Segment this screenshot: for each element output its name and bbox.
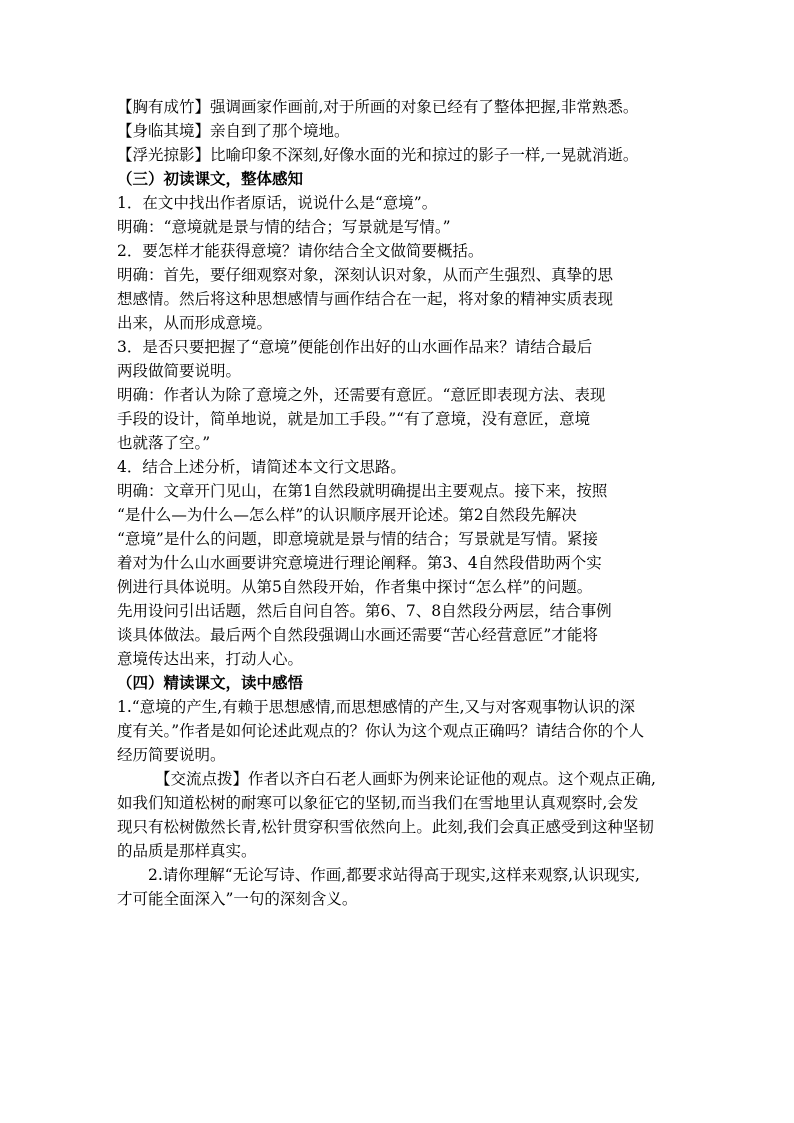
question-5-line-1: 1.“意境的产生,有赖于思想感情,而思想感情的产生,又与对客观事物认识的深 [117,698,635,716]
answer-3-line-3: 也就落了空。” [117,434,211,452]
hint-line-2: 如我们知道松树的耐寒可以象征它的坚韧,而当我们在雪地里认真观察时,会发 [117,794,639,812]
answer-4-line-1: 明确：文章开门见山，在第1自然段就明确提出主要观点。接下来，按照 [117,482,608,500]
question-2: 2．要怎样才能获得意境？请你结合全文做简要概括。 [117,242,484,260]
vocab-fuguanglueying: 【浮光掠影】比喻印象不深刻,好像水面的光和掠过的影子一样,一晃就消逝。 [117,146,639,164]
answer-2-line-2: 想感情。然后将这种思想感情与画作结合在一起，将对象的精神实质表现 [117,290,614,308]
question-6-line-2: 才可能全面深入”一句的深刻含义。 [117,890,358,908]
question-3-line-1: 3．是否只要把握了“意境”便能创作出好的山水画作品来？请结合最后 [117,338,593,356]
question-5-line-3: 经历简要说明。 [117,746,226,764]
answer-4-line-4: 着对为什么山水画要讲究意境进行理论阐释。第3、4自然段借助两个实 [117,554,602,572]
answer-4-line-7: 谈具体做法。最后两个自然段强调山水画还需要“苦心经营意匠”才能将 [117,626,598,644]
answer-2-line-1: 明确：首先，要仔细观察对象，深刻认识对象，从而产生强烈、真挚的思 [117,266,614,284]
answer-1: 明确：“意境就是景与情的结合；写景就是写情。” [117,218,451,236]
hint-line-3: 现只有松树傲然长青,松针贯穿积雪依然向上。此刻,我们会真正感受到这种坚韧 [117,818,654,836]
answer-4-line-5: 例进行具体说明。从第5自然段开始，作者集中探讨“怎么样”的问题。 [117,578,593,596]
question-6-line-1: 2.请你理解“无论写诗、作画,都要求站得高于现实,这样来观察,认识现实, [148,866,640,884]
question-3-line-2: 两段做简要说明。 [117,362,242,380]
section-heading-3: （三）初读课文，整体感知 [117,169,304,188]
question-1: 1．在文中找出作者原话，说说什么是“意境”。 [117,194,438,212]
answer-4-line-8: 意境传达出来，打动人心。 [117,650,304,668]
answer-4-line-3: “意境”是什么的问题，即意境就是景与情的结合；写景就是写情。紧接 [117,530,598,548]
section-heading-4: （四）精读课文，读中感悟 [117,673,304,692]
document-body [117,95,683,911]
answer-3-line-1: 明确：作者认为除了意境之外，还需要有意匠。“意匠即表现方法、表现 [117,386,606,404]
answer-4-line-2: “是什么—为什么—怎么样”的认识顺序展开论述。第2自然段先解决 [117,506,577,524]
hint-line-1: 【交流点拨】作者以齐白石老人画虾为例来论证他的观点。这个观点正确, [155,770,656,788]
hint-line-4: 的品质是那样真实。 [117,842,257,860]
answer-2-line-3: 出来，从而形成意境。 [117,314,273,332]
answer-3-line-2: 手段的设计，简单地说，就是加工手段。”“有了意境，没有意匠，意境 [117,410,591,428]
question-4: 4．结合上述分析，请简述本文行文思路。 [117,458,406,476]
question-5-line-2: 度有关。”作者是如何论述此观点的？你认为这个观点正确吗？请结合你的个人 [117,722,645,740]
answer-4-line-6: 先用设问引出话题，然后自问自答。第6、7、8自然段分两层，结合事例 [117,602,612,620]
vocab-xiongyouchengzhu: 【胸有成竹】强调画家作画前,对于所画的对象已经有了整体把握,非常熟悉。 [117,98,639,116]
vocab-shenlinqijing: 【身临其境】亲自到了那个境地。 [117,122,350,140]
